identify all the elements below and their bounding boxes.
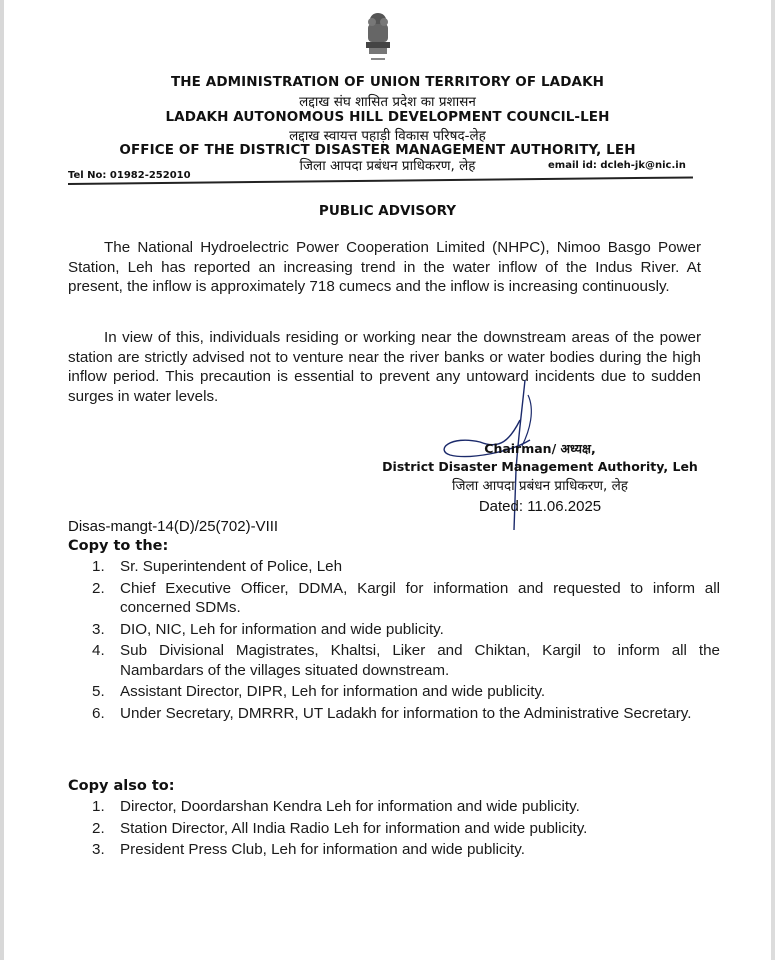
telephone-number: Tel No: 01982-252010 — [68, 170, 191, 181]
copy-also-to-heading: Copy also to: — [68, 778, 175, 794]
list-item: 1. Director, Doordarshan Kendra Leh for information and wide publicity. — [92, 798, 580, 815]
list-item: 6. Under Secretary, DMRRR, UT Ladakh for information to the Administrative Secretary. — [92, 704, 692, 722]
copy-also-to-list — [92, 797, 720, 862]
advisory-paragraph-2 — [68, 328, 701, 406]
copy-to-list — [92, 557, 720, 725]
national-emblem-icon — [360, 10, 396, 66]
email-address: email id: dcleh-jk@nic.in — [548, 160, 686, 171]
paragraph-text: In view of this, individuals residing or working near the downstream areas of the power station are strictly advised not to venture near the river banks or water bodies during the high inflow period. This precaution is essential to prevent any untoward incidents due to sudden surges in water levels. — [68, 329, 701, 405]
header-line2-hi: लद्दाख स्वायत्त पहाड़ी विकास परिषद-लेह — [289, 128, 486, 144]
signatory-authority-en: District Disaster Management Authority, Leh — [382, 459, 698, 474]
list-item: 2. Chief Executive Officer, DDMA, Kargil for information and requested to inform all concerned SDMs. — [92, 579, 720, 616]
signatory-designation: Chairman/ अध्यक्ष, — [484, 441, 596, 456]
header-line3-hi: जिला आपदा प्रबंधन प्राधिकरण, लेह — [299, 158, 476, 174]
list-item: 5. Assistant Director, DIPR, Leh for information and wide publicity. — [92, 683, 546, 700]
signature-block — [360, 440, 720, 515]
list-item: 3. DIO, NIC, Leh for information and wide publicity. — [92, 620, 444, 638]
advisory-paragraph-1 — [68, 238, 701, 297]
list-item: 1. Sr. Superintendent of Police, Leh — [92, 558, 343, 575]
page-edge-right — [771, 0, 775, 960]
paragraph-text: The National Hydroelectric Power Cooperation Limited (NHPC), Nimoo Basgo Power Station, Leh has reported an increasing trend in the water inflow of the Indus River. At present, the inflow is approximately 718 cumecs and the inflow is increasing continuously. — [68, 239, 701, 295]
list-item: 4. Sub Divisional Magistrates, Khaltsi, Liker and Chiktan, Kargil to inform all the Nambardars of the villages situated downstream. — [92, 642, 720, 679]
page-title: PUBLIC ADVISORY — [318, 203, 457, 219]
document-date: Dated: 11.06.2025 — [478, 498, 602, 515]
list-item: 3. President Press Club, Leh for information and wide publicity. — [92, 841, 525, 858]
header-line1-en: THE ADMINISTRATION OF UNION TERRITORY OF LADAKH — [170, 74, 605, 90]
signatory-authority-hi: जिला आपदा प्रबंधन प्राधिकरण, लेह — [452, 478, 628, 494]
header-line3-en: OFFICE OF THE DISTRICT DISASTER MANAGEMENT AUTHORITY, LEH — [119, 142, 636, 158]
list-item: 2. Station Director, All India Radio Leh for information and wide publicity. — [92, 819, 588, 837]
header-line2-en: LADAKH AUTONOMOUS HILL DEVELOPMENT COUNCIL-LEH — [165, 109, 610, 125]
reference-number: Disas-mangt-14(D)/25(702)-VIII — [68, 518, 279, 535]
copy-to-heading: Copy to the: — [68, 538, 169, 554]
header-line1-hi: लद्दाख संघ शासित प्रदेश का प्रशासन — [299, 94, 476, 110]
